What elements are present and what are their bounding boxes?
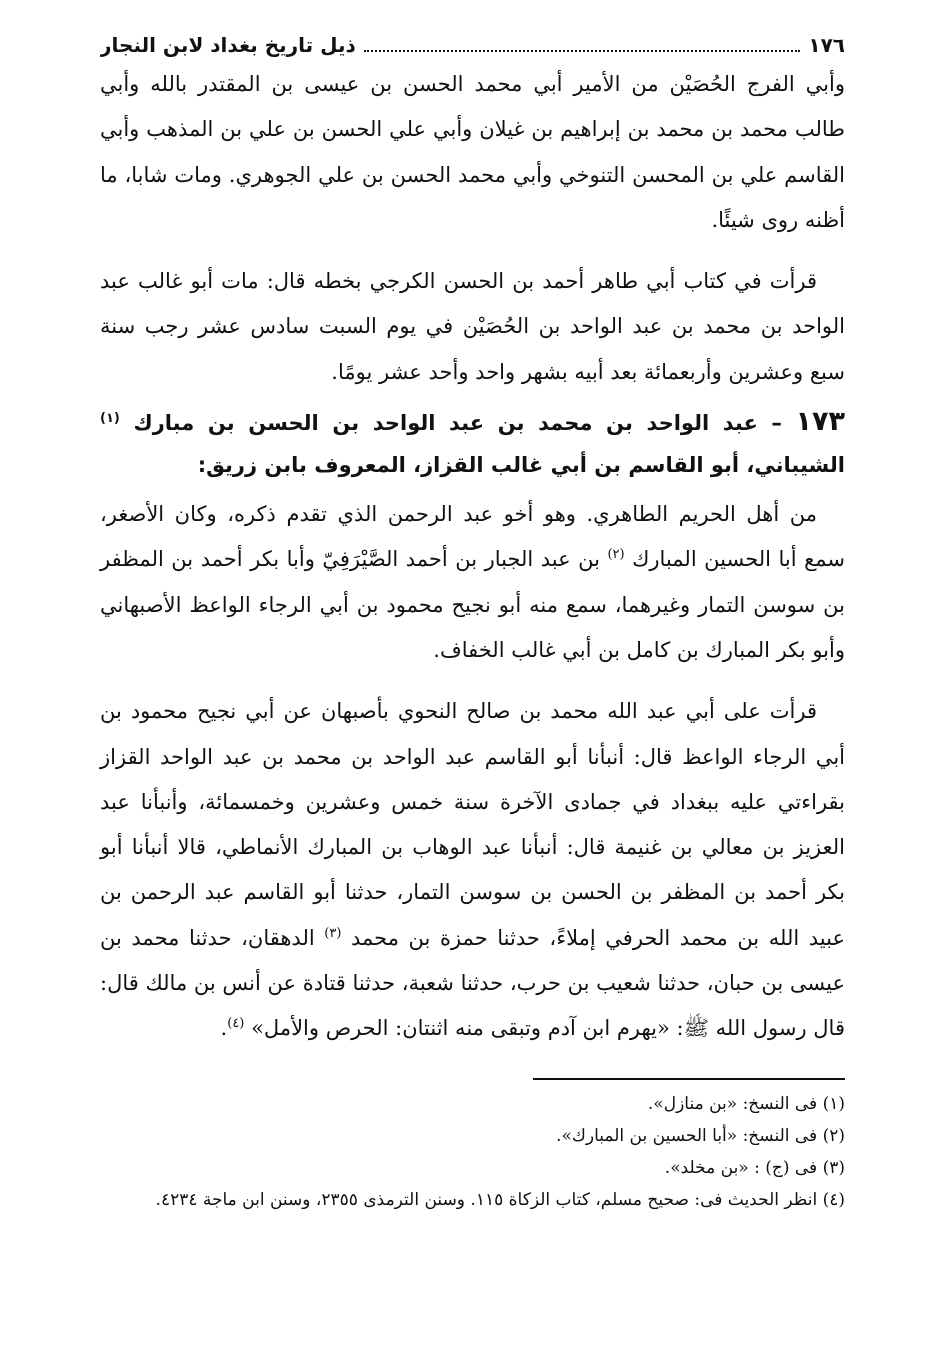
footnote-mark-1: (١) [100, 411, 120, 427]
book-page [100, 30, 845, 1216]
footnote-mark-3: (٣) [324, 925, 342, 941]
spacer [100, 673, 845, 689]
biography-text-1: من أهل الحريم الطاهري. وهو أخو عبد الرحمن الذي تقدم ذكره، وكان الأصغر، سمع أبا الحسين المبارك [100, 502, 845, 572]
footnote-mark-2: (٢) [607, 547, 625, 563]
biography-paragraph [100, 492, 845, 673]
paragraph-1: وأبي الفرج الحُصَيْن من الأمير أبي محمد الحسن بن عيسى بن المقتدر بالله وأبي طالب محمد بن محمد بن إبراهيم بن غيلان وأبي علي الحسن بن علي بن المذهب وأبي القاسم علي بن المحسن التنوخي وأبي محمد الحسن بن علي الجوهري. ومات شابا، ما أظنه روى شيئًا. [100, 72, 845, 232]
isnad-text-1: قرأت على أبي عبد الله محمد بن صالح النحوي بأصبهان عن أبي نجيح محمود بن أبي الرجاء الواعظ قال: أنبأنا أبو القاسم عبد الواحد بن محمد بن عبد الواحد القزاز بقراءتي عليه ببغداد في جمادى الآخرة سنة خمس وعشرين وخمسمائة، وأنبأنا عبد العزيز بن معالي بن غنيمة قال: أنبأنا عبد الوهاب بن المبارك الأنماطي، قالا أنبأنا أبو بكر أحمد بن المظفر بن الحسن بن سوسن التمار، حدثنا أبو القاسم عبد الرحمن بن عبيد الله بن محمد الحرفي إملاءً، حدثنا حمزة بن محمد [100, 699, 845, 950]
footnote-mark-4: (٤) [227, 1016, 245, 1032]
spacer [100, 243, 845, 259]
entry-number: ١٧٣ [795, 406, 845, 438]
isnad-end: . [220, 1016, 228, 1041]
footnote-rule [533, 1078, 845, 1080]
page-number: ١٧٦ [808, 33, 845, 57]
entry-name: عبد الواحد بن محمد بن عبد الواحد بن الحسن بن مبارك [133, 411, 758, 436]
dotted-leader [364, 36, 801, 52]
entry-dash: – [757, 411, 796, 436]
footnote-1: (١) فى النسخ: «بن منازل». [647, 1093, 845, 1114]
entry-name-continued: الشيباني، أبو القاسم بن أبي غالب القزاز، المعروف بابن زريق: [197, 453, 845, 478]
footnote-2: (٢) فى النسخ: «أبا الحسين بن المبارك». [556, 1125, 845, 1146]
entry-heading [100, 401, 845, 486]
running-header [100, 30, 845, 62]
running-title: ذيل تاريخ بغداد لابن النجار [100, 33, 356, 57]
paragraph-2: قرأت في كتاب أبي طاهر أحمد بن الحسن الكرجي بخطه قال: مات أبو غالب عبد الواحد بن محمد بن عبد الواحد بن الحُصَيْن في يوم السبت سادس عشر رجب سنة سبع وعشرين وأربعمائة بعد أبيه بشهر واحد وأحد عشر يومًا. [100, 269, 845, 384]
footnote-3: (٣) فى (ج) : «بن مخلد». [664, 1157, 845, 1178]
biography-text-2: بن عبد الجبار بن أحمد الصَّيْرَفِيّ وأبا بكر أحمد بن المظفر بن سوسن التمار وغيرهما، سمع منه أبو نجيح محمود بن أبي الرجاء الواعظ الأصبهاني وأبو بكر المبارك بن كامل بن أبي غالب الخفاف. [100, 547, 845, 662]
isnad-paragraph [100, 689, 845, 1051]
footnote-4: (٤) انظر الحديث فى: صحيح مسلم، كتاب الزكاة ١١٥. وسنن الترمذى ٢٣٥٥، وسنن ابن ماجة ٤٢٣٤. [155, 1189, 845, 1210]
footnotes-list [100, 1088, 845, 1216]
isnad-text-2: الدهقان، حدثنا محمد بن عيسى بن حبان، حدثنا شعيب بن حرب، حدثنا شعبة، حدثنا قتادة عن أنس بن مالك قال: قال رسول الله ﷺ: «يهرم ابن آدم وتبقى منه اثنتان: الحرص والأمل» [100, 925, 845, 1041]
